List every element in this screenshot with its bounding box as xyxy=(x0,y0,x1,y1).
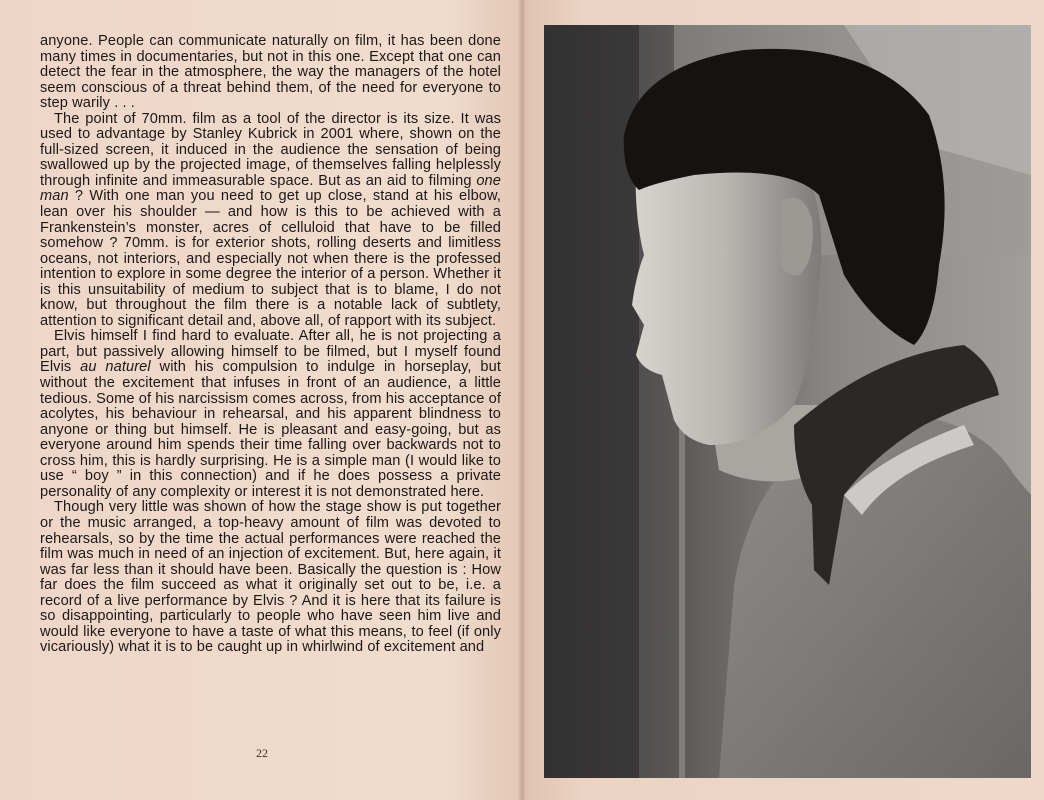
paragraph-text: Though very little was shown of how the stage show is put together or the music arranged, a top-heavy amount of film was devoted to rehearsals, so by the time the actual performances were reached the film was much in need of an injection of excitement. But, here again, it was far less than it should have been. Basically the question is : How far does the film succeed as what it originally set out to be, i.e. a record of a live performance by Elvis ? And it is here that its failure is so disappointing, particularly to people who have seen him live and would like everyone to have a taste of what this means, to feel (if only vicariously) what it is to be caught up in whirlwind of excitement and xyxy=(40,499,501,656)
portrait-photo-icon xyxy=(544,25,1031,778)
paragraph-text: anyone. People can communicate naturally on film, it has been done many times in documentaries, but not in this one. Except that one can detect the fear in the atmosphere, the way the managers of the hotel seem conscious of a threat behind them, of the need for everyone to step warily . . . xyxy=(40,33,501,112)
paragraph xyxy=(40,112,501,330)
book-gutter xyxy=(518,0,526,800)
italic-phrase: au naturel xyxy=(80,359,151,376)
page-number: 22 xyxy=(256,746,268,760)
paragraph-text: The point of 70mm. film as a tool of the director is its size. It was used to advantage by Stanley Kubrick in 2001 where, shown on the full-sized screen, it induced in the audience the sensation of being swallowed up by the projected image, of themselves falling helplessly through infinite and immeasurable space. But as an aid to filming xyxy=(40,110,501,189)
italic-phrase: one man xyxy=(40,172,501,205)
paragraph-text: ? With one man you need to get up close, stand at his elbow, lean over his shoulder — and how is this to be achieved with a Frankenstein’s monster, acres of celluloid that have to be filled somehow ? 70mm. is for exterior shots, rolling deserts and limitless oceans, not interiors, and especially not when there is the professed intention to explore in some degree the interior of a person. Whether it is this unsuitability of medium to subject that is to blame, I do not know, but throughout the film there is a notable lack of subtlety, attention to significant detail and, above all, of rapport with its subject. xyxy=(40,188,501,329)
paragraph xyxy=(40,34,501,112)
paragraph xyxy=(40,500,501,655)
article-text xyxy=(40,34,501,656)
paragraph-text: with his compulsion to indulge in horseplay, but without the excitement that infuses in front of an audience, a little tedious. Some of his narcissism comes across, from his acceptance of acolytes, his behaviour in rehearsal, and his apparent blindness to anyone or thing but himself. He is pleasant and easy-going, but as everyone around him spends their time falling over backwards not to cross him, this is hardly surprising. He is a simple man (I would like to use “ boy ” in this connection) and if he does possess a private personality of any complexity or interest it is not demonstrated here. xyxy=(40,359,502,500)
portrait-photo-graphic xyxy=(544,25,1031,778)
paragraph-text: Elvis himself I find hard to evaluate. After all, he is not projecting a part, but passively allowing himself to be filmed, but I myself found Elvis xyxy=(40,328,501,376)
paragraph xyxy=(40,329,501,500)
